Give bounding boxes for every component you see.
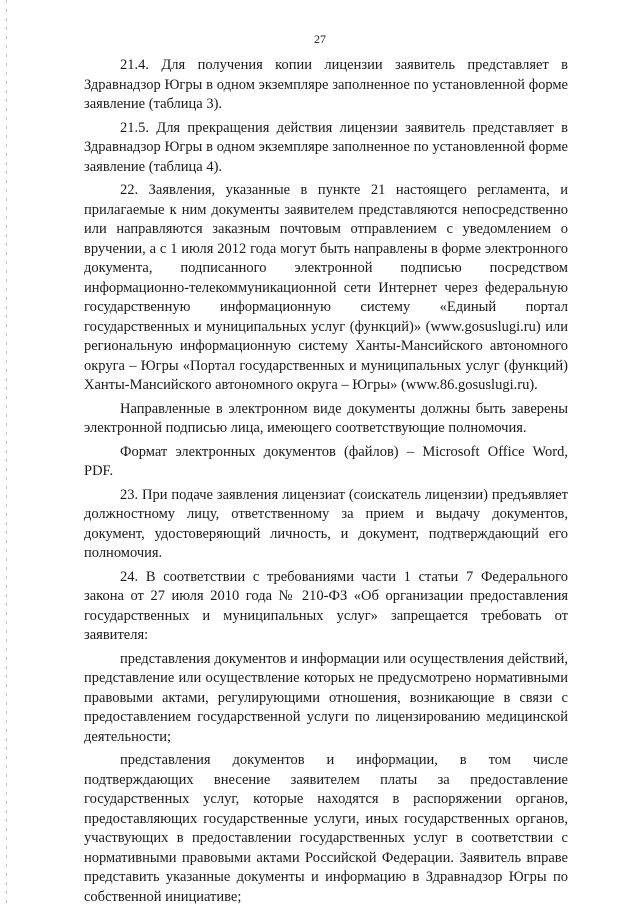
paragraph-23: 23. При подаче заявления лицензиат (соискатель лицензии) предъявляет должностному лицу, ответственному за прием и выдачу документов, документ, удостоверяющий личность, и документ, подтверждающий его полномочия. bbox=[84, 486, 568, 561]
paragraph-file-format: Формат электронных документов (файлов) – Microsoft Office Word, PDF. bbox=[84, 443, 568, 479]
scan-margin-line bbox=[6, 0, 7, 905]
page-number: 27 bbox=[314, 32, 326, 46]
document-body bbox=[84, 56, 568, 907]
paragraph-24: 24. В соответствии с требованиями части 1 статьи 7 Федерального закона от 27 июля 2010 года № 210-ФЗ «Об организации предоставления государственных и муниципальных услуг» запрещается требовать от заявителя: bbox=[84, 568, 568, 643]
paragraph-21-5: 21.5. Для прекращения действия лицензии заявитель представляет в Здравнадзор Югры в одном экземпляре заполненное по установленной форме заявление (таблица 4). bbox=[84, 119, 568, 175]
paragraph-22: 22. Заявления, указанные в пункте 21 настоящего регламента, и прилагаемые к ним документы заявителем представляются непосредственно или направляются заказным почтовым отправлением с уведомлением о вручении, а с 1 июля 2012 года могут быть направлены в форме электронного документа, подписанного электронной подписью посредством информационно-телекоммуникационной сети Интернет через федеральную государственную информационную систему «Единый портал государственных и муниципальных услуг (функций)» (www.gosuslugi.ru) или региональную информационную систему Ханты-Мансийского автономного округа – Югры «Портал государственных и муниципальных услуг (функций) Ханты-Мансийского автономного округа – Югры» (www.86.gosuslugi.ru). bbox=[84, 182, 568, 393]
paragraph-21-4: 21.4. Для получения копии лицензии заявитель представляет в Здравнадзор Югры в одном экземпляре заполненное по установленной форме заявление (таблица 3). bbox=[84, 57, 568, 112]
paragraph-24-item-1: представления документов и информации или осуществления действий, представление или осуществление которых не предусмотрено нормативными правовыми актами, регулирующими отношения, возникающие в связи с предоставлением государственной услуги по лицензированию медицинской деятельности; bbox=[84, 650, 568, 745]
paragraph-24-item-2: представления документов и информации, в том числе подтверждающих внесение заявителем платы за предоставление государственных услуг, которые находятся в распоряжении органов, предоставляющих государственные услуги, иных государственных органов, участвующих в предоставлении государственных услуг в соответствии с нормативными правовыми актами Российской Федерации. Заявитель вправе представить указанные документы и информацию в Здравнадзор Югры по собственной инициативе; bbox=[84, 752, 568, 905]
paragraph-electronic-signature: Направленные в электронном виде документы должны быть заверены электронной подписью лица, имеющего соответствующие полномочия. bbox=[84, 400, 568, 436]
